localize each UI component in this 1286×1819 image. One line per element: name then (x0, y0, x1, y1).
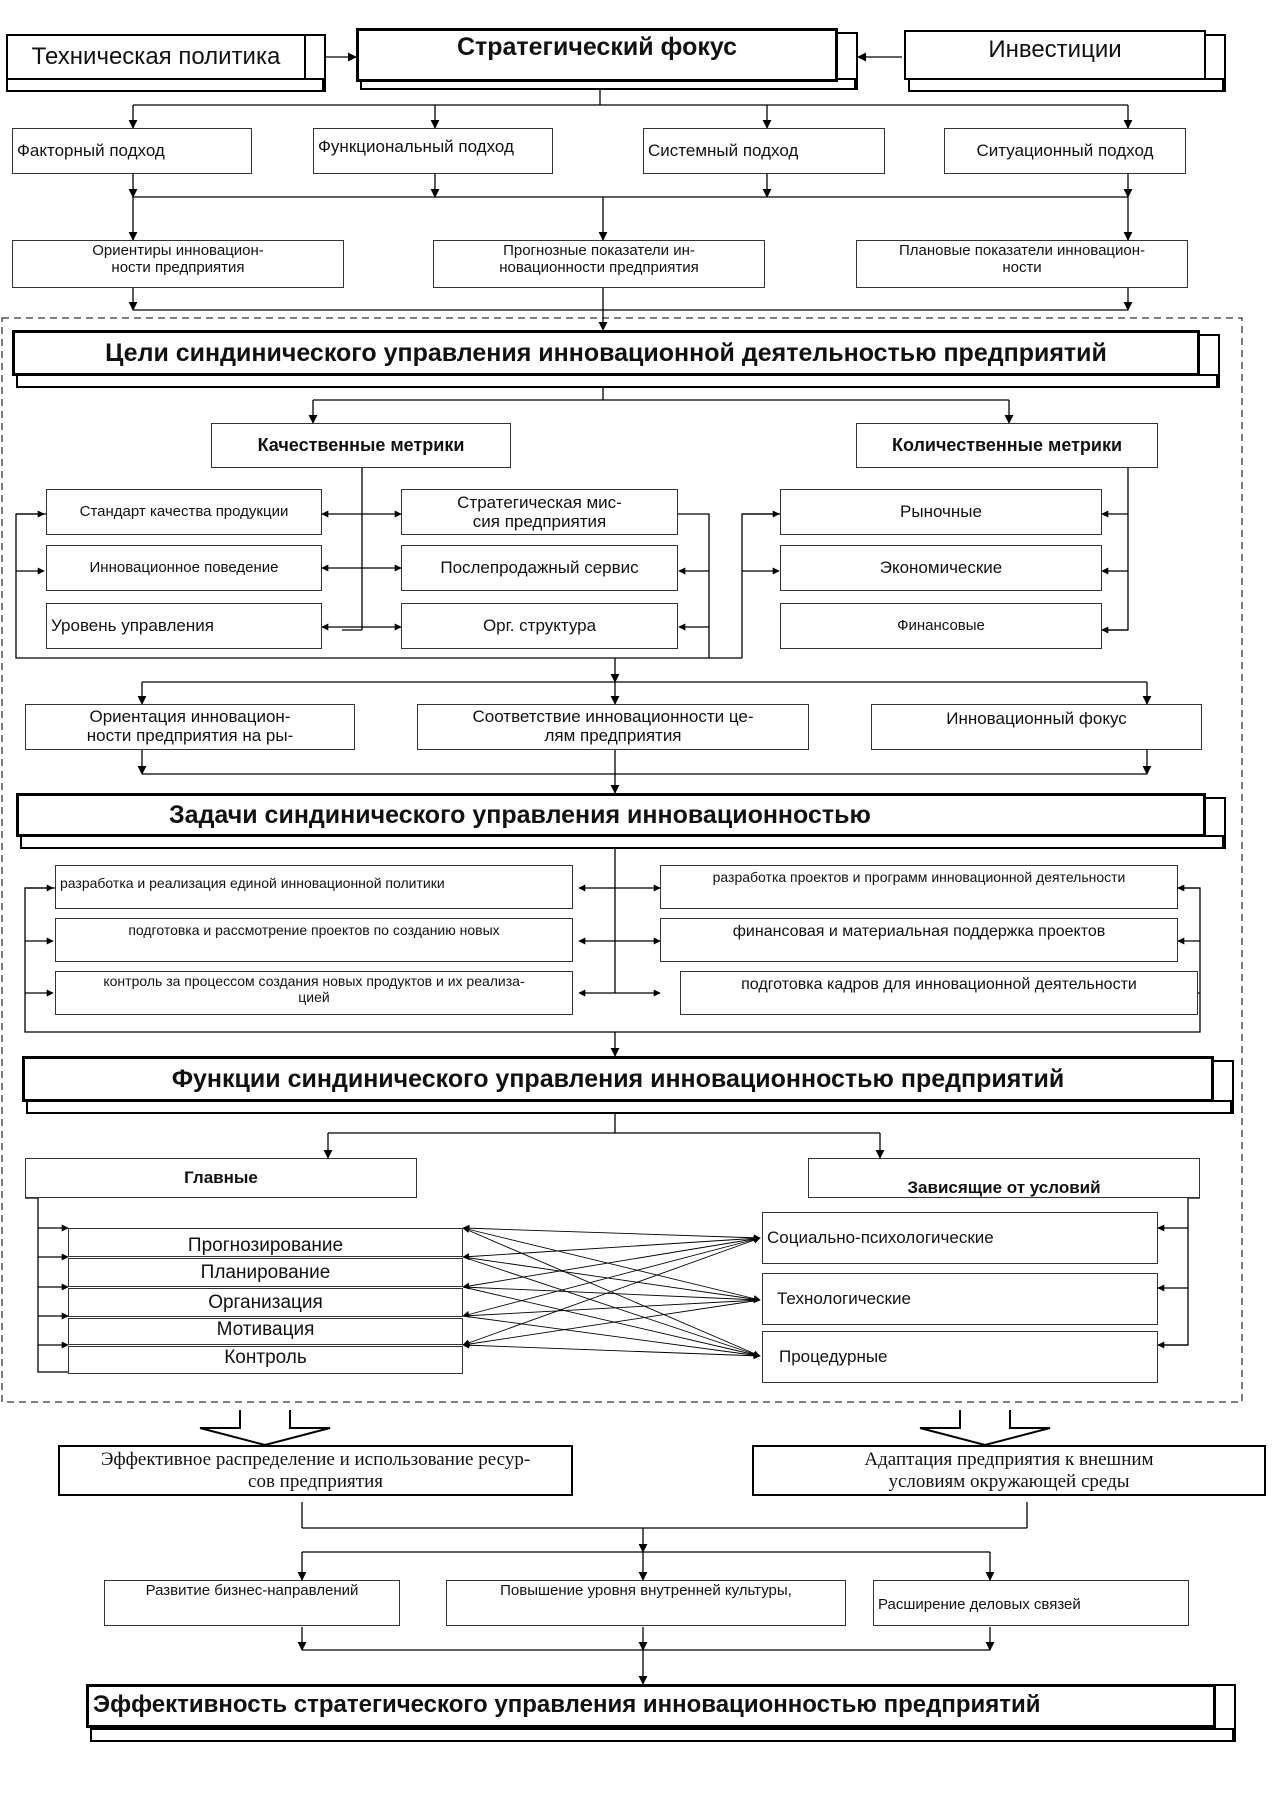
tasks-title-box (16, 793, 1226, 849)
metric-innovative-behavior: Инновационное поведение (46, 545, 322, 591)
indicator-prognoznye: Прогнозные показатели ин- новационности предприятия (433, 240, 765, 288)
approach-system: Системный подход (643, 128, 885, 174)
function-motivation: Мотивация (68, 1318, 463, 1345)
task-staff-training: подготовка кадров для инновационной деятельности (680, 971, 1198, 1015)
result-adaptation: Адаптация предприятия к внешним условиям окружающей среды (752, 1445, 1266, 1496)
metric-strategic-mission: Стратегическая мис- сия предприятия (401, 489, 678, 535)
orientation-conformity: Соответствие инновационности це- лям предприятия (417, 704, 809, 750)
metric-quality-standard: Стандарт качества продукции (46, 489, 322, 535)
function-procedural: Процедурные (762, 1331, 1158, 1383)
qualitative-metrics-title: Качественные метрики (211, 423, 511, 468)
quantitative-metrics-title: Количественные метрики (856, 423, 1158, 468)
functions-title: Функции синдинического управления инновационностью предприятий (22, 1056, 1214, 1102)
orientation-market: Ориентация инновацион- ности предприятия на ры- (25, 704, 355, 750)
investments-label: Инвестиции (904, 30, 1206, 80)
goals-title-box (12, 330, 1220, 388)
orientation-focus: Инновационный фокус (871, 704, 1202, 750)
task-financial-support: финансовая и материальная поддержка проектов (660, 918, 1178, 962)
metric-after-sales: Послепродажный сервис (401, 545, 678, 591)
function-organization: Организация (68, 1288, 463, 1317)
investments-box (904, 30, 1226, 92)
development-culture: Повышение уровня внутренней культуры, (446, 1580, 846, 1626)
task-project-review: подготовка и рассмотрение проектов по созданию новых (55, 918, 573, 962)
final-title: Эффективность стратегического управления инновационностью предприятий (86, 1684, 1216, 1728)
metric-economic: Экономические (780, 545, 1102, 591)
approach-functional: Функциональный подход (313, 128, 553, 174)
approach-situational: Ситуационный подход (944, 128, 1186, 174)
development-business: Развитие бизнес-направлений (104, 1580, 400, 1626)
functions-conditional-title: Зависящие от условий (808, 1158, 1200, 1198)
function-forecasting: Прогнозирование (68, 1228, 463, 1257)
task-unified-policy: разработка и реализация единой инновационной политики (55, 865, 573, 909)
goals-title: Цели синдинического управления инновационной деятельностью предприятий (12, 330, 1200, 376)
final-box (86, 1684, 1236, 1742)
cross-links (463, 1228, 760, 1356)
task-process-control: контроль за процессом создания новых продуктов и их реализа- цией (55, 971, 573, 1015)
approach-factor: Факторный подход (12, 128, 252, 174)
metric-org-structure: Орг. структура (401, 603, 678, 649)
metric-financial: Финансовые (780, 603, 1102, 649)
technical-policy-label: Техническая политика (6, 34, 306, 80)
metric-management-level: Уровень управления (46, 603, 322, 649)
strategic-focus-label: Стратегический фокус (356, 28, 838, 82)
technical-policy-box (6, 34, 326, 92)
function-technological: Технологические (762, 1273, 1158, 1325)
metric-market: Рыночные (780, 489, 1102, 535)
development-connections: Расширение деловых связей (873, 1580, 1189, 1626)
functions-main-title: Главные (25, 1158, 417, 1198)
result-resources: Эффективное распределение и использование ресур- сов предприятия (58, 1445, 573, 1496)
function-socio-psychological: Социально-психологические (762, 1212, 1158, 1264)
functions-title-box (22, 1056, 1234, 1114)
strategic-focus-box (356, 28, 858, 90)
indicator-planovye: Плановые показатели инновацион- ности (856, 240, 1188, 288)
big-arrows (200, 1410, 1050, 1445)
task-program-development: разработка проектов и программ инновационной деятельности (660, 865, 1178, 909)
function-planning: Планирование (68, 1258, 463, 1287)
function-control: Контроль (68, 1346, 463, 1374)
indicator-orientiry: Ориентиры инновацион- ности предприятия (12, 240, 344, 288)
tasks-title: Задачи синдинического управления инновационностью (16, 793, 1206, 837)
